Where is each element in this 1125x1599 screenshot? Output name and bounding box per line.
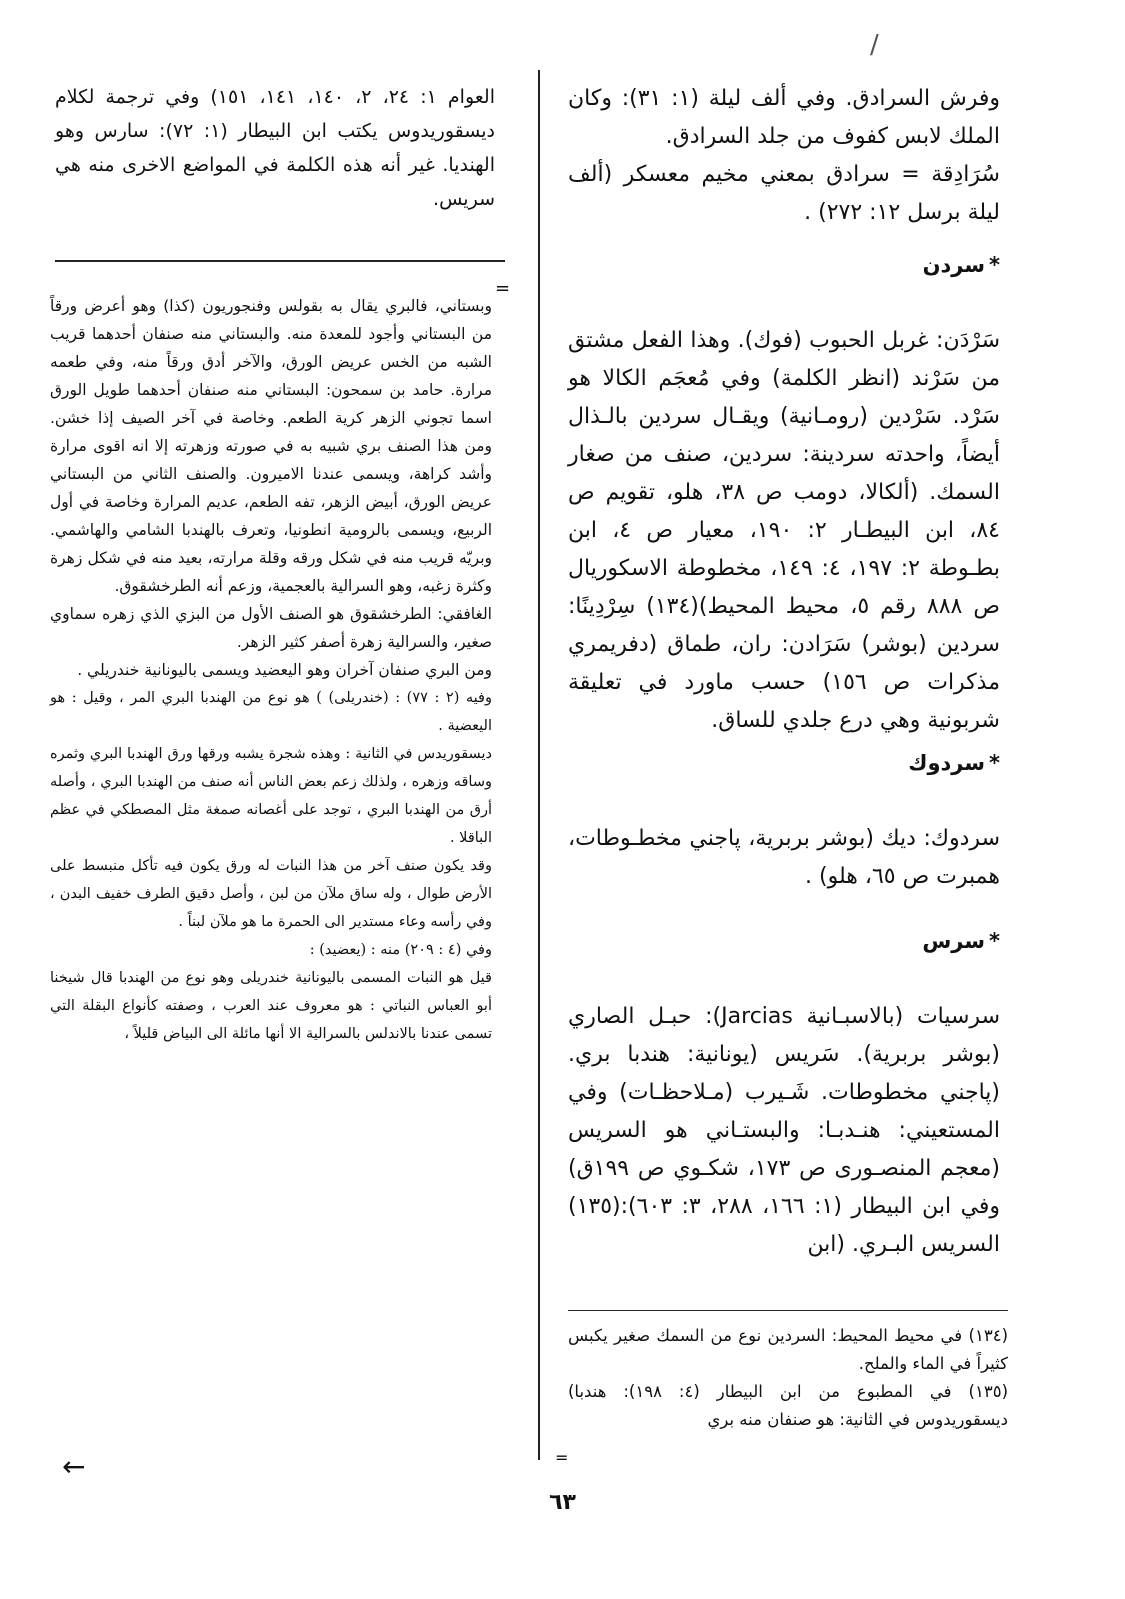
left-column-body: [50, 292, 492, 1048]
body-paragraph: الغافقي: الطرخشقوق هو الصنف الأول من البزي الذي زهره سماوي صغير، والسرالية زهرة أصفر كثير الزهر.: [50, 605, 492, 651]
footnote: (١٣٥) في المطبوع من ابن البيطار (٤: ١٩٨): هندبا) ديسقوريدوس في الثانية: هو صنفان منه بري: [568, 1382, 1008, 1429]
entry-heading: [568, 748, 1000, 778]
entry-body: سردوك: ديك (بوشر بربرية، پاجني مخطـوطات، همبرت ص ٦٥، هلو) .: [568, 826, 1000, 889]
entry-body: سَرْدَن: غربل الحبوب (فوك). وهذا الفعل مشتق من سَرْند (انظر الكلمة) وفي مُعجَم الكالا هو سَرْد. سَرْدين (رومـانية) ويقـال سردين بالـذال أيضاً، واحدته سردينة: سردين، صنف من صغار السمك. (ألكالا، دومب ص ٣٨، هلو، تقويم ص ٨٤، ابن البيطـار ٢: ١٩٠، معيار ص ٤، ابن بطـوطة ٢: ١٩٧، ٤: ١٤٩، مخطوطة الاسكوريال ص ٨٨٨ رقم ٥، محيط المحيط)(١٣٤) سِرْدِينًا: سردين (بوشر) سَرَادن: ران، طماق (دفريمري مذكرات ص ١٥٦) حسب ماورد في تعليقة شربونية وهي درع جلدي للساق.: [568, 328, 1000, 733]
star-marker: *: [989, 751, 1000, 775]
entry-heading-label: سردوك: [908, 751, 986, 775]
entry-heading-label: سرس: [922, 929, 986, 953]
equals-mark: =: [555, 1448, 569, 1467]
star-marker: *: [989, 253, 1000, 277]
corner-pen-mark: /: [870, 30, 879, 60]
entry-heading-label: سردن: [922, 253, 986, 277]
continue-arrow-icon: ←: [62, 1450, 86, 1483]
quote-paragraph: ديسقوريدس في الثانية : وهذه شجرة يشبه ورقها ورق الهندبا البري وثمره وساقه وزهره ، ولذلك زعم بعض الناس أنه صنف من الهندبا البري ، وأصله أرق من الهندبا البري ، توجد على أغصانه صمغة مثل المصطكي في عظم الباقلا .: [50, 746, 492, 846]
quote-paragraph: وفي (٤ : ٢٠٩) منه : (يعضيد) :: [309, 942, 492, 958]
equals-mark: =: [495, 278, 511, 299]
footnote-rule: [568, 1310, 1008, 1311]
quote-paragraph: وفيه (٢ : ٧٧) : (خندريلى) ) هو نوع من الهندبا البري المر ، وقيل : هو اليعضية .: [50, 690, 492, 734]
quote-paragraph: قيل هو النبات المسمى باليونانية خندريلى وهو نوع من الهندبا قال شيخنا أبو العباس النباتي : هو معروف عند العرب ، وصفته كأنواع البقلة التي تسمى عندنا بالاندلس بالسرالية الا أنها مائلة الى البياض قليلاً ،: [50, 970, 492, 1042]
intro-paragraph: وفرش السرادق. وفي ألف ليلة (١: ٣١): وكان الملك لابس كفوف من جلد السرادق.: [568, 86, 1000, 149]
page-number: ٦٣: [549, 1490, 576, 1515]
body-paragraph: وبستاني، فالبري يقال به بقولس وفنجوريون (كذا) وهو أعرض ورقاً من البستاني وأجود للمعدة منه. والبستاني منه صنفان أحدهما قريب الشبه من الخس عريض الورق، والآخر أدق ورقاً منه، وفي طعمه مرارة. حامد بن سمحون: البستاني منه صنفان أحدهما طويل الورق اسما تجوني الزهر كرية الطعم. وخاصة في آخر الصيف إذا خشن. ومن هذا الصنف بري شبيه به في صورته وزهرته إلا انه اقوى مرارة وأشد كراهة، ويسمى عندنا الاميرون. والصنف الثاني من البستاني عريض الورق، أبيض الزهر، تفه الطعم، عديم المرارة وخاصة في أول الربيع، ويسمى بالرومية انطونيا، وتعرف بالهندبا الشامي والهاشمي. وبريّه قريب منه في شكل ورقه وقلة مرارته، بعيد منه في شكل زهرة وكثرة زغبه، وهو السرالية بالعجمية، وزعم أنه الطرخشقوق.: [50, 297, 492, 595]
continuation-paragraph: العوام ١: ٢٤، ٢، ١٤٠، ١٤١، ١٥١) وفي ترجمة لكلام ديسقوريدوس يكتب ابن البيطار (١: ٧٢): سارس وهو الهنديا. غير أنه هذه الكلمة في المواضع الاخرى منه هي سريس.: [55, 86, 495, 210]
body-paragraph: ومن البري صنفان آخران وهو اليعضيد ويسمى باليونانية خندريلي .: [77, 661, 492, 679]
entry-heading: [568, 250, 1000, 280]
footnote: (١٣٤) في محيط المحيط: السردين نوع من السمك صغير يكبس كثيراً في الماء والملح.: [568, 1326, 1008, 1373]
entry-heading: [568, 926, 1000, 956]
entry-body: سرسيات (بالاسبـانية Jarcias): حبـل الصاري (بوشر بربرية). سَريس (يونانية: هندبا بري. (پاجني مخطوطات. شَـيرب (مـلاحظـات) وفي المستعيني: هنـدبـا: والبستـاني هو السريس (معجم المنصـورى ص ١٧٣، شكـوي ص ١٩٩ق) وفي ابن البيطار (١: ١٦٦، ٢٨٨، ٣: ٦٠٣):(١٣٥) السريس البـري. (ابن: [568, 1004, 1001, 1257]
right-column: [568, 80, 1000, 1264]
footnotes: [568, 1322, 1008, 1434]
intro-paragraph: سُرَادِقة = سرادق بمعني مخيم معسكر (ألف ليلة برسل ١٢: ٢٧٢) .: [568, 162, 1000, 225]
left-column-rule: [55, 260, 505, 262]
column-divider: [538, 70, 540, 1460]
star-marker: *: [989, 929, 1000, 953]
left-column-top: [55, 80, 495, 216]
quote-paragraph: وقد يكون صنف آخر من هذا النبات له ورق يكون فيه تأكل منبسط على الأرض طوال ، وله ساق ملآن من لبن ، وأصل دقيق الطرف خفيف البدن ، وفي رأسه وعاء مستدير الى الحمرة ما هو ملآن لبناً .: [50, 858, 492, 930]
